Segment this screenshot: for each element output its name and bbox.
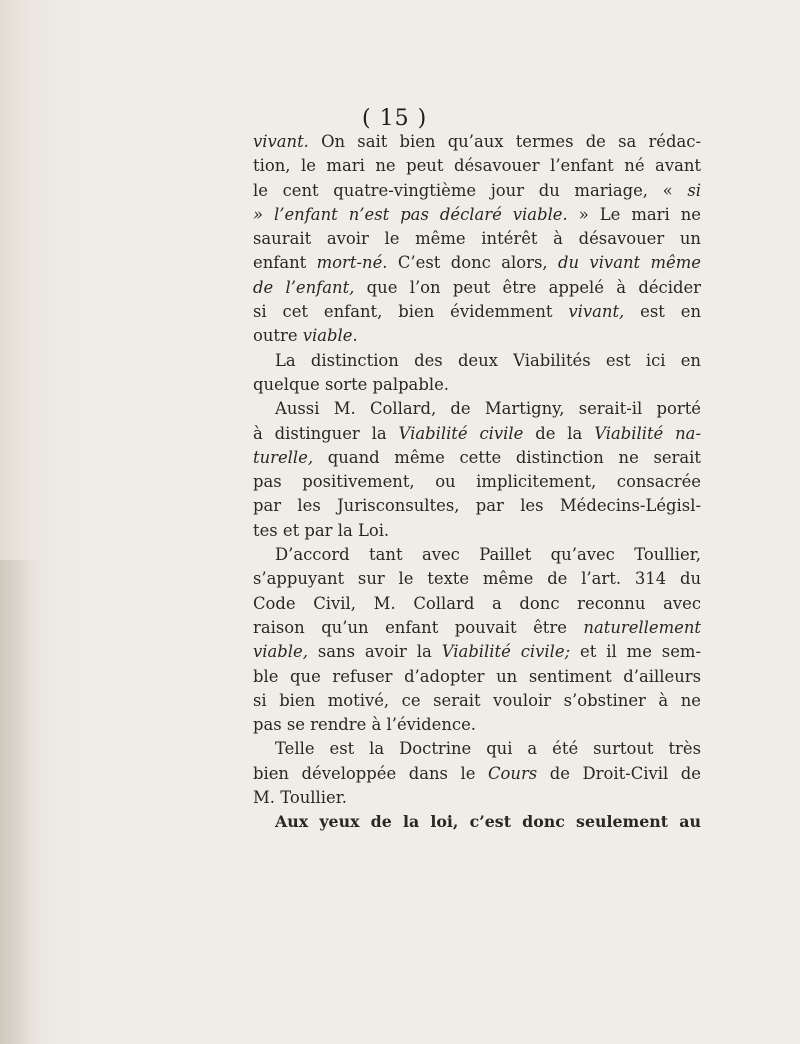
text-run: outre: [253, 326, 303, 346]
page-number: ( 15 ): [362, 106, 428, 131]
text-line: [253, 689, 701, 713]
italic-run: viable,: [253, 642, 308, 662]
italic-run: vivant,: [568, 302, 625, 322]
text-run: On sait bien qu’aux termes de sa rédac-: [308, 132, 701, 151]
text-run: le cent quatre-vingtième jour du mariage, «: [253, 180, 688, 200]
text-run: Code Civil, M. Collard a donc reconnu avec: [253, 593, 701, 613]
text-line: [253, 786, 701, 810]
italic-run: viable: [302, 326, 353, 346]
text-line: [253, 616, 701, 640]
text-run: que l’on peut être appelé à décider: [354, 277, 701, 297]
text-run: enfant: [253, 253, 317, 273]
text-run: si bien motivé, ce serait vouloir s’obstiner à ne: [253, 690, 701, 710]
text-line: [253, 397, 701, 421]
text-run: pas se rendre à l’évidence.: [253, 715, 477, 735]
italic-run: de l’enfant,: [253, 277, 355, 297]
text-line: [253, 470, 701, 494]
italic-run: Viabilité na-: [594, 423, 701, 443]
text-line: [253, 762, 701, 786]
text-run: Aux yeux de la loi, c’est donc seulement au: [275, 812, 701, 832]
text-run: par les Jurisconsultes, par les Médecins-Législ-: [253, 496, 701, 516]
text-run: La distinction des deux Viabilités est ici en: [275, 350, 701, 370]
text-run: » Le mari ne: [567, 204, 701, 224]
italic-run: vivant.: [253, 132, 309, 151]
text-line: [253, 227, 701, 251]
text-line: [253, 737, 701, 761]
text-run: de la: [523, 423, 595, 443]
italic-run: turelle,: [253, 447, 314, 467]
text-run: bien développée dans le: [253, 763, 488, 783]
text-line: [253, 592, 701, 616]
text-line: [253, 567, 701, 591]
text-run: raison qu’un enfant pouvait être: [253, 617, 584, 637]
text-line: [253, 251, 701, 275]
italic-run: Cours: [488, 763, 538, 783]
page-gutter-shadow: [0, 560, 40, 1044]
text-line: [253, 640, 701, 664]
text-run: ble que refuser d’adopter un sentiment d’ailleurs: [253, 666, 701, 686]
text-line: [253, 349, 701, 373]
text-run: tes et par la Loi.: [253, 520, 390, 540]
text-run: de Droit-Civil de: [537, 763, 701, 783]
text-run: Aussi M. Collard, de Martigny, serait-il porté: [275, 399, 701, 419]
italic-run: Viabilité civile;: [441, 642, 571, 662]
text-line: [253, 324, 701, 348]
text-run: si cet enfant, bien évidemment: [253, 302, 569, 322]
text-run: Telle est la Doctrine qui a été surtout très: [275, 739, 701, 759]
text-run: saurait avoir le même intérêt à désavouer un: [253, 229, 701, 249]
text-line: [253, 519, 701, 543]
body-text: [253, 130, 701, 835]
text-run: sans avoir la: [307, 642, 442, 662]
italic-run: naturellement: [583, 617, 701, 637]
text-line: [253, 203, 701, 227]
text-line: [253, 276, 701, 300]
text-run: est en: [624, 302, 701, 322]
text-line: [253, 665, 701, 689]
text-run: pas positivement, ou implicitement, consacrée: [253, 472, 701, 492]
text-run: M. Toullier.: [253, 788, 347, 808]
italic-run: mort-né: [316, 253, 383, 273]
text-line: [253, 494, 701, 518]
text-run: . C’est donc alors,: [382, 253, 558, 273]
text-run: quand même cette distinction ne serait: [313, 447, 701, 467]
text-line: [253, 713, 701, 737]
text-run: .: [352, 326, 358, 346]
text-line: [253, 422, 701, 446]
text-run: tion, le mari ne peut désavouer l’enfant né avant: [253, 156, 701, 176]
italic-run: » l’enfant n’est pas déclaré viable.: [253, 204, 568, 224]
italic-run: du vivant même: [557, 253, 701, 273]
text-line: [253, 543, 701, 567]
text-run: s’appuyant sur le texte même de l’art. 314 du: [253, 569, 701, 589]
text-line: [253, 446, 701, 470]
text-line: [253, 373, 701, 397]
text-line: [253, 179, 701, 203]
italic-run: si: [687, 180, 701, 200]
text-run: D’accord tant avec Paillet qu’avec Toullier,: [275, 545, 701, 565]
text-line: [253, 810, 701, 834]
text-run: quelque sorte palpable.: [253, 374, 449, 394]
text-line: [253, 130, 701, 154]
text-line: [253, 300, 701, 324]
italic-run: Viabilité civile: [398, 423, 524, 443]
text-line: [253, 154, 701, 178]
text-run: à distinguer la: [253, 423, 399, 443]
text-run: et il me sem-: [570, 642, 702, 662]
